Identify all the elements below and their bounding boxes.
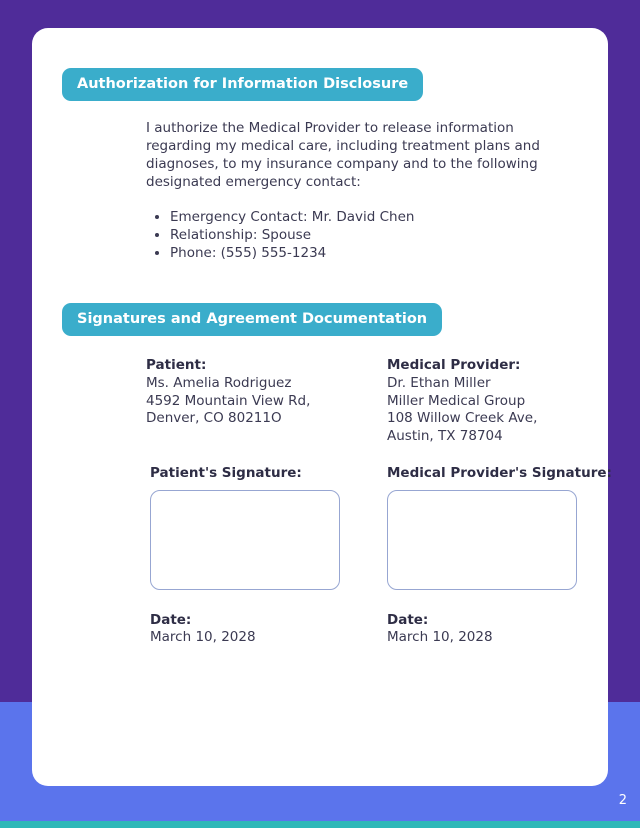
provider-address-street: 108 Willow Creek Ave, — [387, 410, 538, 427]
authorization-paragraph: I authorize the Medical Provider to release information regarding my medical care, including treatment plans and diagnoses, to my insurance company and to the following designated emergency contact: — [146, 120, 540, 190]
provider-date-value: March 10, 2028 — [387, 629, 493, 645]
section-header-signatures: Signatures and Agreement Documentation — [62, 303, 442, 336]
patient-signature-field[interactable] — [150, 490, 340, 590]
document-card — [32, 28, 612, 786]
list-item-relationship: • Relationship: Spouse — [170, 226, 414, 244]
provider-date-block — [387, 612, 493, 646]
list-item-phone: • Phone: (555) 555-1234 — [170, 244, 414, 262]
list-item-emergency-contact: • Emergency Contact: Mr. David Chen — [170, 208, 414, 226]
provider-address-city: Austin, TX 78704 — [387, 428, 503, 445]
patient-name: Ms. Amelia Rodriguez — [146, 374, 292, 391]
patient-date-block — [150, 612, 256, 646]
provider-signature-label: Medical Provider's Signature: — [387, 465, 612, 481]
footer-accent-stripe — [0, 821, 640, 828]
emergency-contact-list — [146, 208, 414, 262]
patient-date-value: March 10, 2028 — [150, 629, 256, 645]
provider-date-label: Date: — [387, 612, 429, 628]
patient-address-city: Denver, CO 80211O — [146, 410, 282, 427]
patient-info-block — [146, 357, 376, 428]
provider-info-block — [387, 357, 617, 446]
patient-date-label: Date: — [150, 612, 192, 628]
page-number: 2 — [618, 793, 627, 808]
provider-group: Miller Medical Group — [387, 392, 526, 409]
patient-address-street: 4592 Mountain View Rd, — [146, 392, 311, 409]
patient-signature-label: Patient's Signature: — [150, 465, 302, 481]
provider-signature-field[interactable] — [387, 490, 577, 590]
provider-label: Medical Provider: — [387, 357, 521, 373]
provider-name: Dr. Ethan Miller — [387, 374, 491, 391]
section-header-authorization: Authorization for Information Disclosure — [62, 68, 423, 101]
patient-label: Patient: — [146, 357, 207, 373]
